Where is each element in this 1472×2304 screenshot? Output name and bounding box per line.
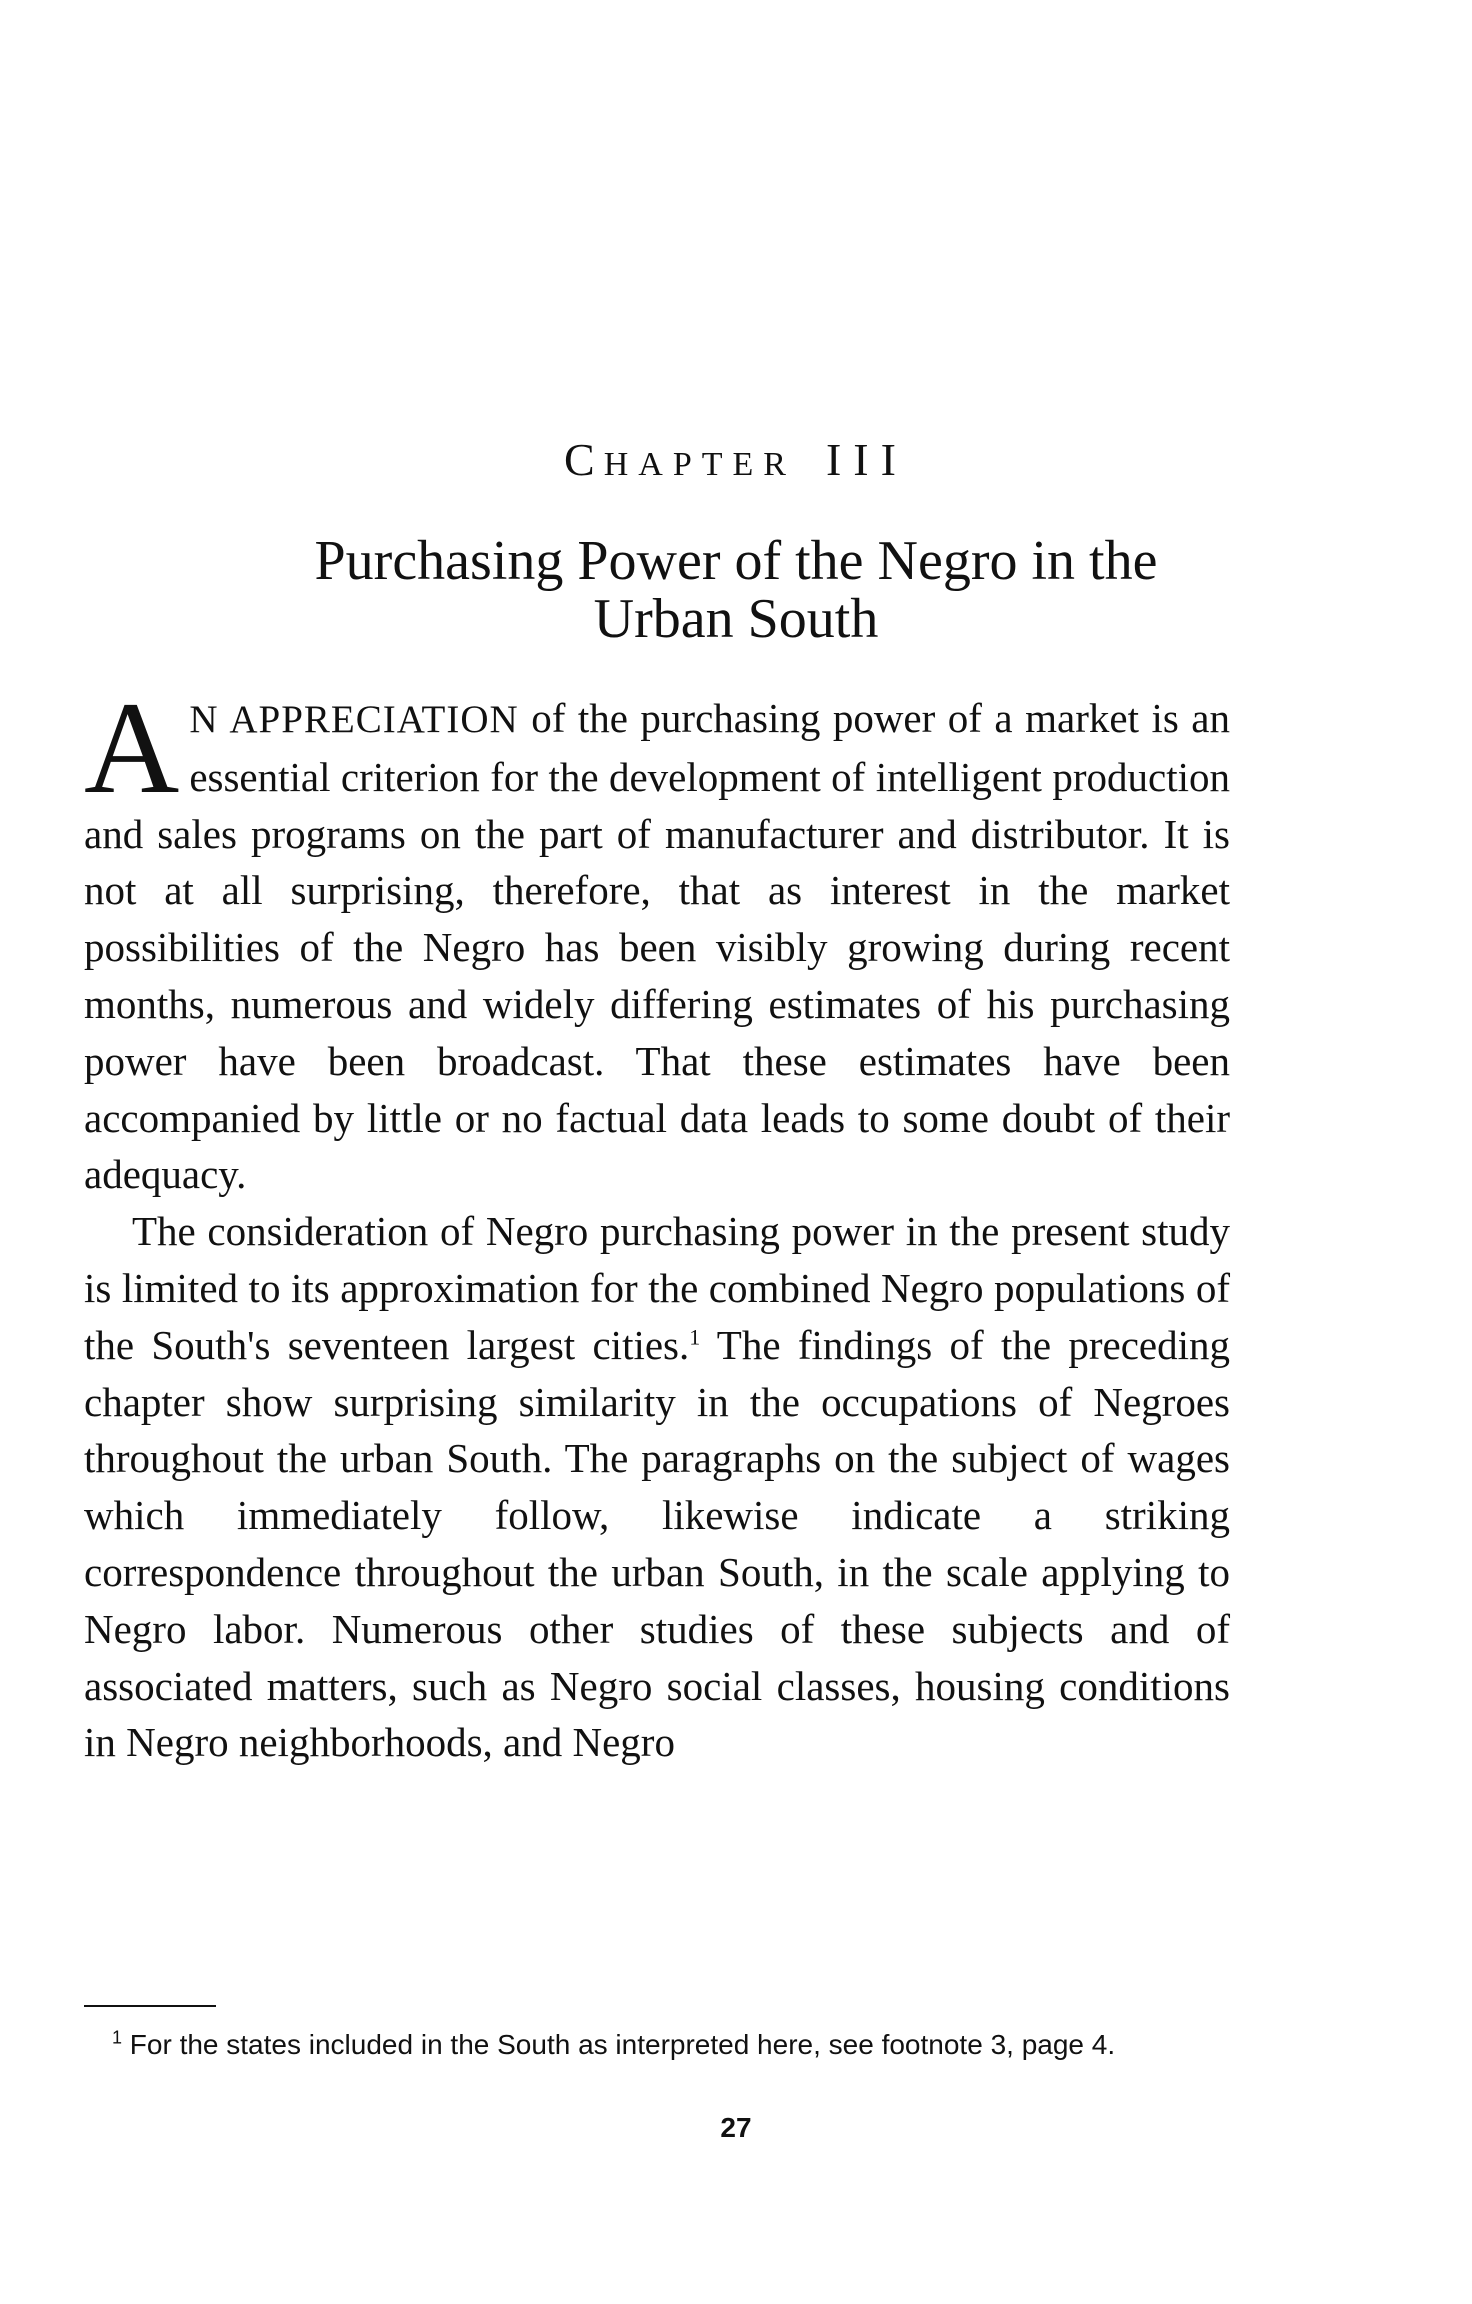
- footnote-text: For the states included in the South as interpreted here, see footnote 3, page 4.: [122, 2029, 1116, 2060]
- chapter-title: [0, 532, 1472, 648]
- drop-cap: A: [84, 674, 180, 821]
- chapter-numeral: III: [825, 434, 908, 485]
- footnote-reference: 1: [689, 1324, 701, 1350]
- paragraph-1-text: of the purchasing power of a market is an essential criterion for the development of intelligent production and sales programs on the part of manufacturer and distributor. It is not at all surprising, therefore, that as interest in the market possibilities of the Negro has been visibly growing during recent months, numerous and widely differing estimates of his purchasing power have been broadcast. That these estimates have been accompanied by little or no factual data leads to some doubt of their adequacy.: [84, 695, 1230, 1198]
- opening-caps: N APPRECIATION: [189, 698, 519, 741]
- chapter-heading: [0, 430, 1472, 495]
- chapter-word-initial: C: [564, 434, 604, 485]
- paragraph-2-text-b: The findings of the preceding chapter show surprising similarity in the occupations of Negroes throughout the urban South. The paragraphs on the subject of wages which immediately follow, likewise indicate a striking correspondence throughout the urban South, in the scale applying to Negro labor. Numerous other studies of these subjects and of associated matters, such as Negro social classes, housing conditions in Negro neighborhoods, and Negro: [84, 1321, 1230, 1766]
- chapter-word-rest: HAPTER: [603, 446, 796, 483]
- paragraph-2: [84, 1203, 1230, 1771]
- chapter-title-line1: Purchasing Power of the Negro in the: [314, 530, 1158, 592]
- footnote-divider: [84, 2005, 216, 2007]
- footnote: [84, 2025, 1230, 2065]
- chapter-title-line2: Urban South: [593, 588, 879, 650]
- body-text: [84, 674, 1230, 1771]
- paragraph-1: [84, 674, 1230, 1203]
- footnote-marker: 1: [112, 2027, 123, 2048]
- page-number: 27: [720, 2112, 752, 2143]
- paragraph-2-text-a: The consideration of Negro purchasing power in the present study is limited to its approximation for the combined Negro populations of the South's seventeen largest cities.: [84, 1208, 1230, 1368]
